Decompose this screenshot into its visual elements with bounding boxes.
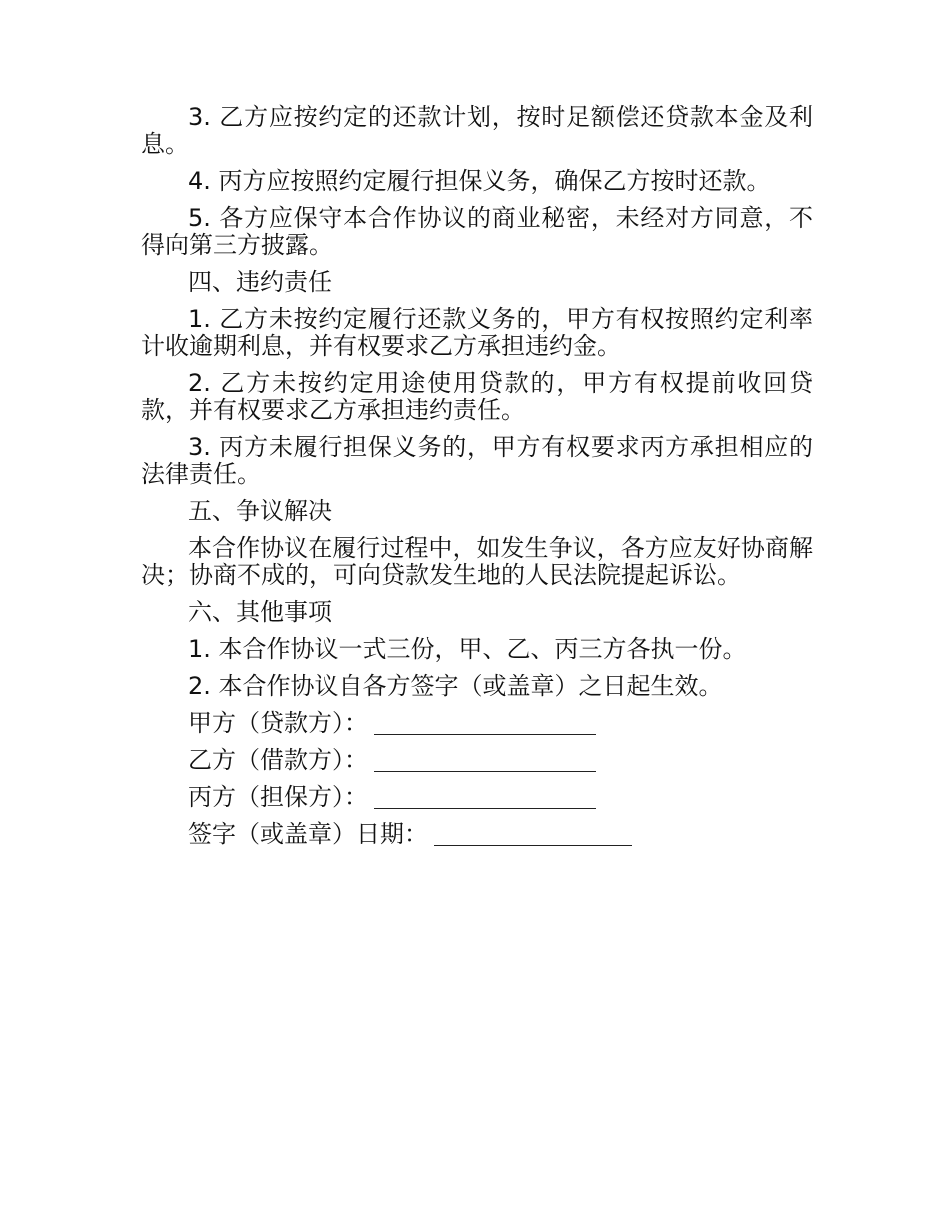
clause-breach-usage: 2. 乙方未按约定用途使用贷款的，甲方有权提前收回贷款，并有权要求乙方承担违约责任。 [141,369,813,424]
signature-blank-guarantor [374,788,596,809]
signature-row-guarantor [141,784,813,811]
signature-row-lender [141,710,813,737]
signature-label-borrower: 乙方（借款方）： [188,746,368,774]
section-heading-dispute: 五、争议解决 [188,497,332,525]
signature-row-borrower [141,747,813,774]
clause-breach-repayment: 1. 乙方未按约定履行还款义务的，甲方有权按照约定利率计收逾期利息，并有权要求乙方承担违约金。 [141,305,813,360]
clause-dispute-resolution: 本合作协议在履行过程中，如发生争议，各方应友好协商解决；协商不成的，可向贷款发生地的人民法院提起诉讼。 [141,534,813,589]
clause-copies: 1. 本合作协议一式三份，甲、乙、丙三方各执一份。 [188,635,747,663]
clause-guarantee-duty: 4. 丙方应按照约定履行担保义务，确保乙方按时还款。 [188,167,771,195]
section-heading-breach: 四、违约责任 [188,268,332,296]
clause-confidentiality: 5. 各方应保守本合作协议的商业秘密，未经对方同意，不得向第三方披露。 [141,204,813,259]
signature-blank-date [434,825,632,846]
clause-repayment-schedule: 3. 乙方应按约定的还款计划，按时足额偿还贷款本金及利息。 [141,103,813,158]
signature-row-date [141,821,813,848]
signature-label-guarantor: 丙方（担保方）： [188,783,368,811]
signature-label-date: 签字（或盖章）日期： [188,820,428,848]
signature-blank-borrower [374,751,596,772]
clause-effective: 2. 本合作协议自各方签字（或盖章）之日起生效。 [188,672,723,700]
signature-blank-lender [374,714,596,735]
clause-breach-guarantee: 3. 丙方未履行担保义务的，甲方有权要求丙方承担相应的法律责任。 [141,433,813,488]
section-heading-other: 六、其他事项 [188,598,332,626]
document-body [141,104,813,858]
signature-label-lender: 甲方（贷款方）： [188,709,368,737]
